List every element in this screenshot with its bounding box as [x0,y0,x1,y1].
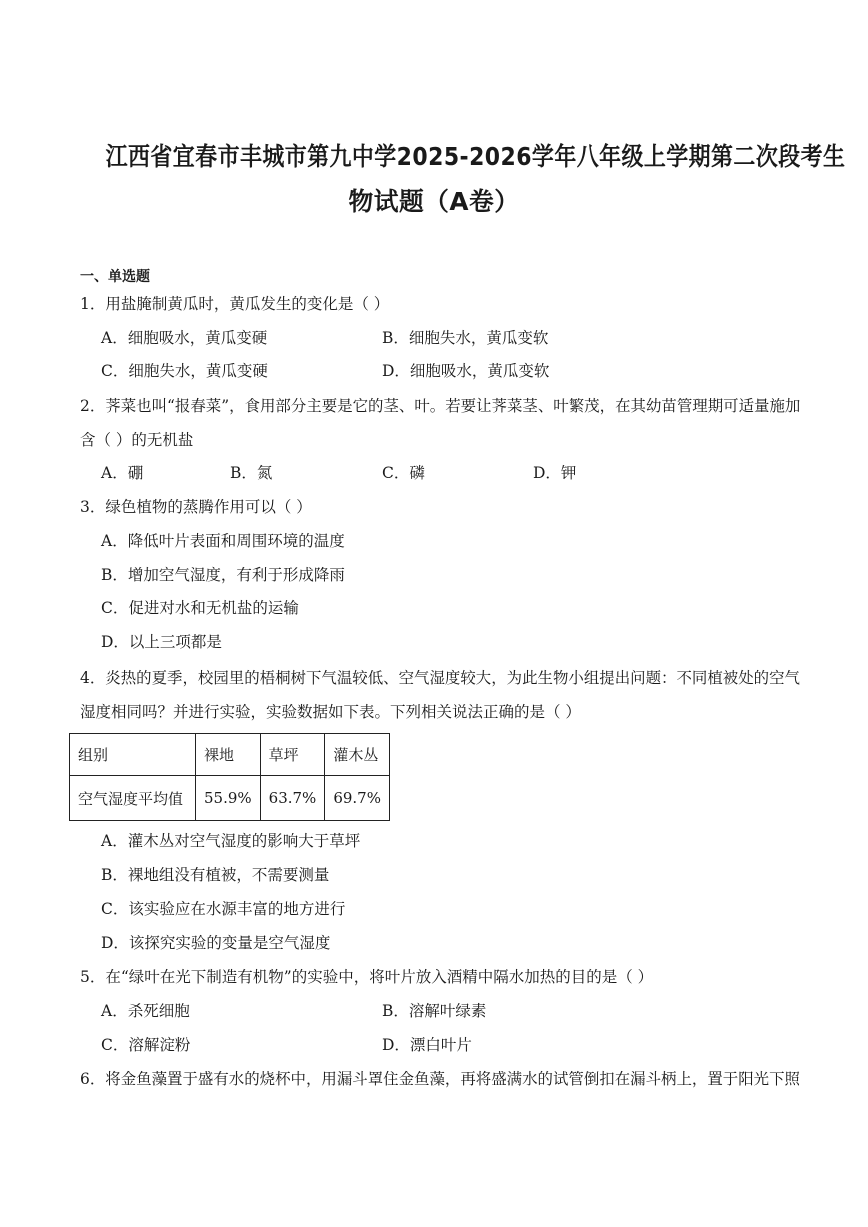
question-1-option-b: B．细胞失水，黄瓜变软 [382,329,549,347]
section-heading: 一、单选题 [80,269,150,285]
table-cell: 63.7% [260,776,325,821]
question-4-option-c: C．该实验应在水源丰富的地方进行 [101,900,346,918]
exam-title-line-2: 物试题（A卷） [348,187,520,216]
question-3-option-a: A．降低叶片表面和周围环境的温度 [101,532,345,550]
question-3-stem: 3．绿色植物的蒸腾作用可以（ ） [80,498,312,516]
question-2-option-d: D．钾 [533,464,577,482]
table-cell: 草坪 [260,734,325,776]
question-2-stem-line-1: 2．荠菜也叫“报春菜”，食用部分主要是它的茎、叶。若要让荠菜茎、叶繁茂，在其幼苗管理期可适量施加 [80,397,801,415]
table-cell: 69.7% [325,776,390,821]
question-1-option-d: D．细胞吸水，黄瓜变软 [382,362,550,380]
question-1-option-c: C．细胞失水，黄瓜变硬 [101,362,268,380]
question-1-stem: 1．用盐腌制黄瓜时，黄瓜发生的变化是（ ） [80,295,390,313]
question-3-option-d: D．以上三项都是 [101,633,222,651]
question-3-option-c: C．促进对水和无机盐的运输 [101,599,299,617]
question-5-stem: 5．在“绿叶在光下制造有机物”的实验中，将叶片放入酒精中隔水加热的目的是（ ） [80,968,654,986]
table-cell: 灌木丛 [325,734,390,776]
question-4-option-b: B．裸地组没有植被，不需要测量 [101,866,330,884]
question-6-stem: 6．将金鱼藻置于盛有水的烧杯中，用漏斗罩住金鱼藻，再将盛满水的试管倒扣在漏斗柄上，置于阳光下照 [80,1070,800,1088]
question-5-option-d: D．漂白叶片 [382,1036,472,1054]
question-2-option-b: B．氮 [230,464,273,482]
table-cell: 组别 [70,734,196,776]
question-4-option-a: A．灌木丛对空气湿度的影响大于草坪 [101,832,361,850]
table-cell: 裸地 [196,734,261,776]
question-4-stem-line-1: 4．炎热的夏季，校园里的梧桐树下气温较低、空气湿度较大，为此生物小组提出问题：不同植被处的空气 [80,669,800,687]
question-5-option-a: A．杀死细胞 [101,1002,190,1020]
question-2-stem-line-2: 含（ ）的无机盐 [80,431,194,449]
humidity-data-table [69,733,390,821]
question-3-option-b: B．增加空气湿度，有利于形成降雨 [101,566,345,584]
table-row [70,776,390,821]
question-1-option-a: A．细胞吸水，黄瓜变硬 [101,329,268,347]
table-header-row [70,734,390,776]
question-2-option-c: C．磷 [382,464,425,482]
question-5-option-b: B．溶解叶绿素 [382,1002,487,1020]
question-2-option-a: A．硼 [101,464,144,482]
question-4-stem-line-2: 湿度相同吗？并进行实验，实验数据如下表。下列相关说法正确的是（ ） [80,703,581,721]
exam-title-line-1: 江西省宜春市丰城市第九中学2025-2026学年八年级上学期第二次段考生 [105,142,846,171]
question-4-option-d: D．该探究实验的变量是空气湿度 [101,934,331,952]
table-cell: 55.9% [196,776,261,821]
table-cell: 空气湿度平均值 [70,776,196,821]
question-5-option-c: C．溶解淀粉 [101,1036,191,1054]
